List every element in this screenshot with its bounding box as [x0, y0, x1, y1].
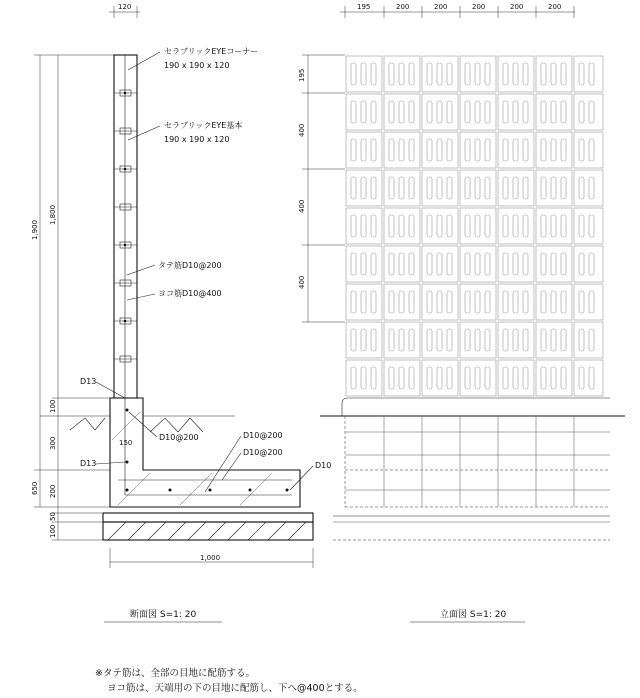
block-slot	[561, 63, 566, 85]
block-unit	[498, 132, 534, 168]
elevation-view	[298, 3, 625, 622]
block-unit	[460, 322, 496, 358]
block-unit	[498, 170, 534, 206]
block-unit	[460, 170, 496, 206]
block-unit	[422, 246, 458, 282]
block-slot	[361, 291, 366, 313]
block-slot	[523, 253, 528, 275]
gravel-base	[103, 522, 313, 540]
block-unit	[536, 284, 572, 320]
elev-side-dim-1: 195	[298, 68, 306, 82]
label-basic-size: 190 x 190 x 120	[164, 135, 230, 144]
block-slot	[351, 215, 356, 237]
block-slot	[579, 367, 584, 389]
block-slot	[561, 291, 566, 313]
block-unit	[536, 132, 572, 168]
block-slot	[513, 253, 518, 275]
block-slot	[485, 177, 490, 199]
block-slot	[589, 329, 594, 351]
block-slot	[513, 215, 518, 237]
block-slot	[351, 329, 356, 351]
block-slot	[523, 215, 528, 237]
block-slot	[389, 291, 394, 313]
block-slot	[437, 63, 442, 85]
block-unit	[498, 360, 534, 396]
block-slot	[427, 139, 432, 161]
block-unit	[346, 170, 382, 206]
block-unit	[498, 94, 534, 130]
elevation-caption: 立面図 S=1: 20	[440, 610, 507, 620]
block-unit	[422, 56, 458, 92]
block-slot	[361, 253, 366, 275]
block-slot	[503, 139, 508, 161]
block-slot	[361, 139, 366, 161]
block-slot	[437, 177, 442, 199]
block-slot	[541, 101, 546, 123]
block-slot	[427, 367, 432, 389]
block-slot	[351, 63, 356, 85]
dim-foot-100: 100	[49, 399, 57, 413]
dim-foot-50: 50	[49, 512, 57, 521]
label-corner-block: セラブリックEYEコーナー	[164, 47, 259, 56]
block-grid	[346, 56, 603, 396]
label-horizontal-bar: ヨコ筋D10@400	[158, 289, 222, 298]
block-slot	[409, 215, 414, 237]
block-slot	[437, 215, 442, 237]
block-slot	[465, 63, 470, 85]
block-slot	[361, 329, 366, 351]
block-slot	[465, 329, 470, 351]
block-slot	[447, 139, 452, 161]
note-line-2: ヨコ筋は、天端用の下の目地に配筋し、下へ@400とする。	[107, 683, 363, 694]
block-slot	[361, 215, 366, 237]
elev-top-dim-4: 200	[472, 3, 486, 11]
dim-base-width: 1,000	[200, 554, 221, 562]
block-slot	[389, 253, 394, 275]
label-corner-size: 190 x 190 x 120	[164, 61, 230, 70]
block-slot	[447, 253, 452, 275]
block-slot	[409, 101, 414, 123]
block-unit	[346, 246, 382, 282]
block-slot	[523, 101, 528, 123]
block-slot	[361, 177, 366, 199]
block-slot	[409, 253, 414, 275]
block-slot	[351, 367, 356, 389]
block-slot	[561, 139, 566, 161]
block-slot	[579, 63, 584, 85]
block-unit	[460, 56, 496, 92]
block-slot	[475, 63, 480, 85]
block-slot	[427, 63, 432, 85]
block-unit	[574, 132, 603, 168]
foundation-rebar	[125, 398, 292, 495]
block-slot	[371, 177, 376, 199]
block-unit	[498, 56, 534, 92]
label-d13-low: D13	[80, 459, 97, 468]
block-slot	[389, 101, 394, 123]
block-slot	[389, 63, 394, 85]
block-slot	[513, 329, 518, 351]
block-slot	[485, 215, 490, 237]
block-unit	[346, 208, 382, 244]
block-slot	[541, 215, 546, 237]
block-slot	[465, 367, 470, 389]
block-slot	[465, 101, 470, 123]
block-unit	[536, 322, 572, 358]
block-wall-section	[114, 55, 137, 398]
block-unit	[384, 56, 420, 92]
block-unit	[498, 246, 534, 282]
block-slot	[523, 367, 528, 389]
section-view	[31, 3, 331, 622]
block-slot	[551, 177, 556, 199]
block-slot	[399, 63, 404, 85]
block-unit	[384, 246, 420, 282]
block-unit	[384, 208, 420, 244]
block-unit	[346, 94, 382, 130]
block-unit	[498, 322, 534, 358]
block-unit	[422, 284, 458, 320]
block-slot	[561, 367, 566, 389]
section-caption: 断面図 S=1: 20	[130, 610, 197, 620]
block-slot	[409, 139, 414, 161]
block-slot	[541, 139, 546, 161]
block-slot	[427, 329, 432, 351]
block-slot	[475, 291, 480, 313]
block-slot	[371, 329, 376, 351]
block-unit	[422, 170, 458, 206]
block-slot	[579, 291, 584, 313]
block-slot	[523, 63, 528, 85]
block-slot	[399, 253, 404, 275]
dim-foot-100b: 100	[49, 524, 57, 538]
block-slot	[427, 177, 432, 199]
block-slot	[475, 215, 480, 237]
block-slot	[561, 329, 566, 351]
block-slot	[389, 329, 394, 351]
label-d10-200-a: D10@200	[159, 433, 199, 442]
note-line-1: ※タテ筋は、全部の目地に配筋する。	[95, 668, 255, 679]
block-slot	[551, 101, 556, 123]
section-top-dim: 120	[118, 3, 132, 11]
block-slot	[589, 367, 594, 389]
block-slot	[437, 139, 442, 161]
block-slot	[351, 139, 356, 161]
block-slot	[447, 291, 452, 313]
block-slot	[579, 139, 584, 161]
block-slot	[503, 329, 508, 351]
block-slot	[447, 63, 452, 85]
block-slot	[485, 139, 490, 161]
block-slot	[437, 253, 442, 275]
block-slot	[447, 367, 452, 389]
block-unit	[574, 94, 603, 130]
elev-top-dim-2: 200	[396, 3, 410, 11]
block-unit	[460, 132, 496, 168]
block-slot	[475, 101, 480, 123]
block-slot	[561, 215, 566, 237]
block-slot	[485, 291, 490, 313]
block-slot	[361, 63, 366, 85]
notes-block	[95, 666, 363, 696]
dim-total-height: 1,900	[31, 219, 39, 240]
block-slot	[551, 63, 556, 85]
block-slot	[513, 291, 518, 313]
block-unit	[346, 132, 382, 168]
block-slot	[371, 215, 376, 237]
block-slot	[465, 291, 470, 313]
block-slot	[503, 291, 508, 313]
block-unit	[574, 322, 603, 358]
block-slot	[465, 253, 470, 275]
elevation-vertical-joints	[384, 416, 574, 507]
block-unit	[574, 208, 603, 244]
block-slot	[485, 63, 490, 85]
block-unit	[346, 56, 382, 92]
block-unit	[422, 132, 458, 168]
block-unit	[422, 322, 458, 358]
block-slot	[523, 177, 528, 199]
block-unit	[536, 94, 572, 130]
block-slot	[371, 291, 376, 313]
block-slot	[399, 177, 404, 199]
block-slot	[551, 253, 556, 275]
block-slot	[351, 177, 356, 199]
gravel-hatch	[108, 522, 306, 540]
block-slot	[523, 329, 528, 351]
block-unit	[384, 284, 420, 320]
block-unit	[498, 208, 534, 244]
block-slot	[589, 139, 594, 161]
block-slot	[465, 139, 470, 161]
block-slot	[465, 215, 470, 237]
block-unit	[460, 246, 496, 282]
block-slot	[437, 101, 442, 123]
block-slot	[485, 329, 490, 351]
block-slot	[475, 177, 480, 199]
block-slot	[503, 367, 508, 389]
block-unit	[460, 284, 496, 320]
block-slot	[475, 367, 480, 389]
label-dim-150: 150	[119, 439, 133, 447]
block-slot	[589, 215, 594, 237]
soil-hatch	[70, 418, 203, 432]
block-slot	[361, 101, 366, 123]
block-slot	[437, 291, 442, 313]
block-unit	[384, 170, 420, 206]
leveling-concrete	[103, 513, 313, 522]
block-unit	[460, 208, 496, 244]
block-slot	[503, 63, 508, 85]
block-unit	[384, 360, 420, 396]
block-unit	[536, 56, 572, 92]
block-slot	[447, 215, 452, 237]
label-basic-block: セラブリックEYE基本	[164, 121, 243, 130]
block-unit	[536, 360, 572, 396]
block-slot	[371, 139, 376, 161]
block-slot	[389, 139, 394, 161]
block-unit	[346, 360, 382, 396]
block-slot	[551, 215, 556, 237]
block-slot	[513, 139, 518, 161]
elev-side-dim-4: 400	[298, 275, 306, 289]
block-slot	[513, 101, 518, 123]
elev-side-dim-2: 400	[298, 123, 306, 137]
block-slot	[371, 367, 376, 389]
block-slot	[503, 253, 508, 275]
block-slot	[503, 177, 508, 199]
block-slot	[409, 63, 414, 85]
block-unit	[574, 246, 603, 282]
block-unit	[460, 360, 496, 396]
block-unit	[536, 246, 572, 282]
block-slot	[551, 139, 556, 161]
block-slot	[561, 253, 566, 275]
block-slot	[427, 253, 432, 275]
block-slot	[485, 367, 490, 389]
block-slot	[399, 291, 404, 313]
block-slot	[351, 291, 356, 313]
block-slot	[351, 101, 356, 123]
block-slot	[447, 329, 452, 351]
block-slot	[409, 329, 414, 351]
block-slot	[541, 367, 546, 389]
dim-wall-height: 1,800	[49, 204, 57, 225]
dim-foot-300: 300	[49, 436, 57, 450]
block-slot	[551, 329, 556, 351]
block-slot	[485, 101, 490, 123]
block-slot	[465, 177, 470, 199]
block-slot	[561, 177, 566, 199]
block-unit	[422, 360, 458, 396]
block-slot	[513, 367, 518, 389]
block-unit	[536, 208, 572, 244]
block-unit	[460, 94, 496, 130]
block-slot	[513, 177, 518, 199]
block-slot	[437, 329, 442, 351]
block-slot	[399, 101, 404, 123]
block-slot	[437, 367, 442, 389]
label-vertical-bar: タテ筋D10@200	[158, 261, 222, 270]
block-slot	[399, 367, 404, 389]
block-slot	[589, 253, 594, 275]
block-slot	[409, 291, 414, 313]
block-unit	[574, 170, 603, 206]
block-slot	[389, 177, 394, 199]
block-slot	[447, 101, 452, 123]
block-slot	[427, 101, 432, 123]
block-slot	[399, 215, 404, 237]
block-unit	[384, 94, 420, 130]
block-slot	[541, 291, 546, 313]
elev-top-dim-5: 200	[510, 3, 524, 11]
block-slot	[551, 291, 556, 313]
block-slot	[447, 177, 452, 199]
block-slot	[579, 215, 584, 237]
block-slot	[409, 177, 414, 199]
foundation-hatch	[112, 412, 272, 505]
label-d10: D10	[315, 461, 332, 470]
block-slot	[561, 101, 566, 123]
block-slot	[589, 63, 594, 85]
block-slot	[475, 139, 480, 161]
block-slot	[589, 177, 594, 199]
block-slot	[371, 253, 376, 275]
block-slot	[541, 253, 546, 275]
block-slot	[485, 253, 490, 275]
block-unit	[574, 360, 603, 396]
block-slot	[409, 367, 414, 389]
block-slot	[541, 177, 546, 199]
label-d10-200-b: D10@200	[243, 431, 283, 440]
block-slot	[523, 291, 528, 313]
label-d13-top: D13	[80, 377, 97, 386]
block-slot	[475, 253, 480, 275]
elev-top-dim-1: 195	[357, 3, 371, 11]
block-unit	[346, 284, 382, 320]
dim-foot-total: 650	[31, 481, 39, 495]
block-unit	[422, 94, 458, 130]
block-slot	[371, 101, 376, 123]
block-unit	[498, 284, 534, 320]
elev-side-dim-3: 400	[298, 199, 306, 213]
block-slot	[503, 101, 508, 123]
block-slot	[399, 139, 404, 161]
block-slot	[351, 253, 356, 275]
block-unit	[574, 56, 603, 92]
block-slot	[399, 329, 404, 351]
block-unit	[384, 322, 420, 358]
block-slot	[589, 101, 594, 123]
block-slot	[361, 367, 366, 389]
block-unit	[422, 208, 458, 244]
block-slot	[579, 177, 584, 199]
block-slot	[371, 63, 376, 85]
elev-top-dim-3: 200	[434, 3, 448, 11]
block-unit	[574, 284, 603, 320]
block-slot	[523, 139, 528, 161]
block-slot	[589, 291, 594, 313]
elev-top-dim-6: 200	[548, 3, 562, 11]
block-unit	[346, 322, 382, 358]
label-d10-200-c: D10@200	[243, 448, 283, 457]
block-slot	[541, 63, 546, 85]
block-slot	[551, 367, 556, 389]
block-slot	[503, 215, 508, 237]
block-slot	[579, 253, 584, 275]
dim-foot-200: 200	[49, 484, 57, 498]
block-unit	[536, 170, 572, 206]
block-slot	[579, 101, 584, 123]
block-slot	[475, 329, 480, 351]
block-slot	[389, 215, 394, 237]
section-left-dims	[34, 55, 114, 540]
block-slot	[579, 329, 584, 351]
block-unit	[384, 132, 420, 168]
block-slot	[541, 329, 546, 351]
block-slot	[513, 63, 518, 85]
block-slot	[427, 215, 432, 237]
block-slot	[389, 367, 394, 389]
block-slot	[427, 291, 432, 313]
